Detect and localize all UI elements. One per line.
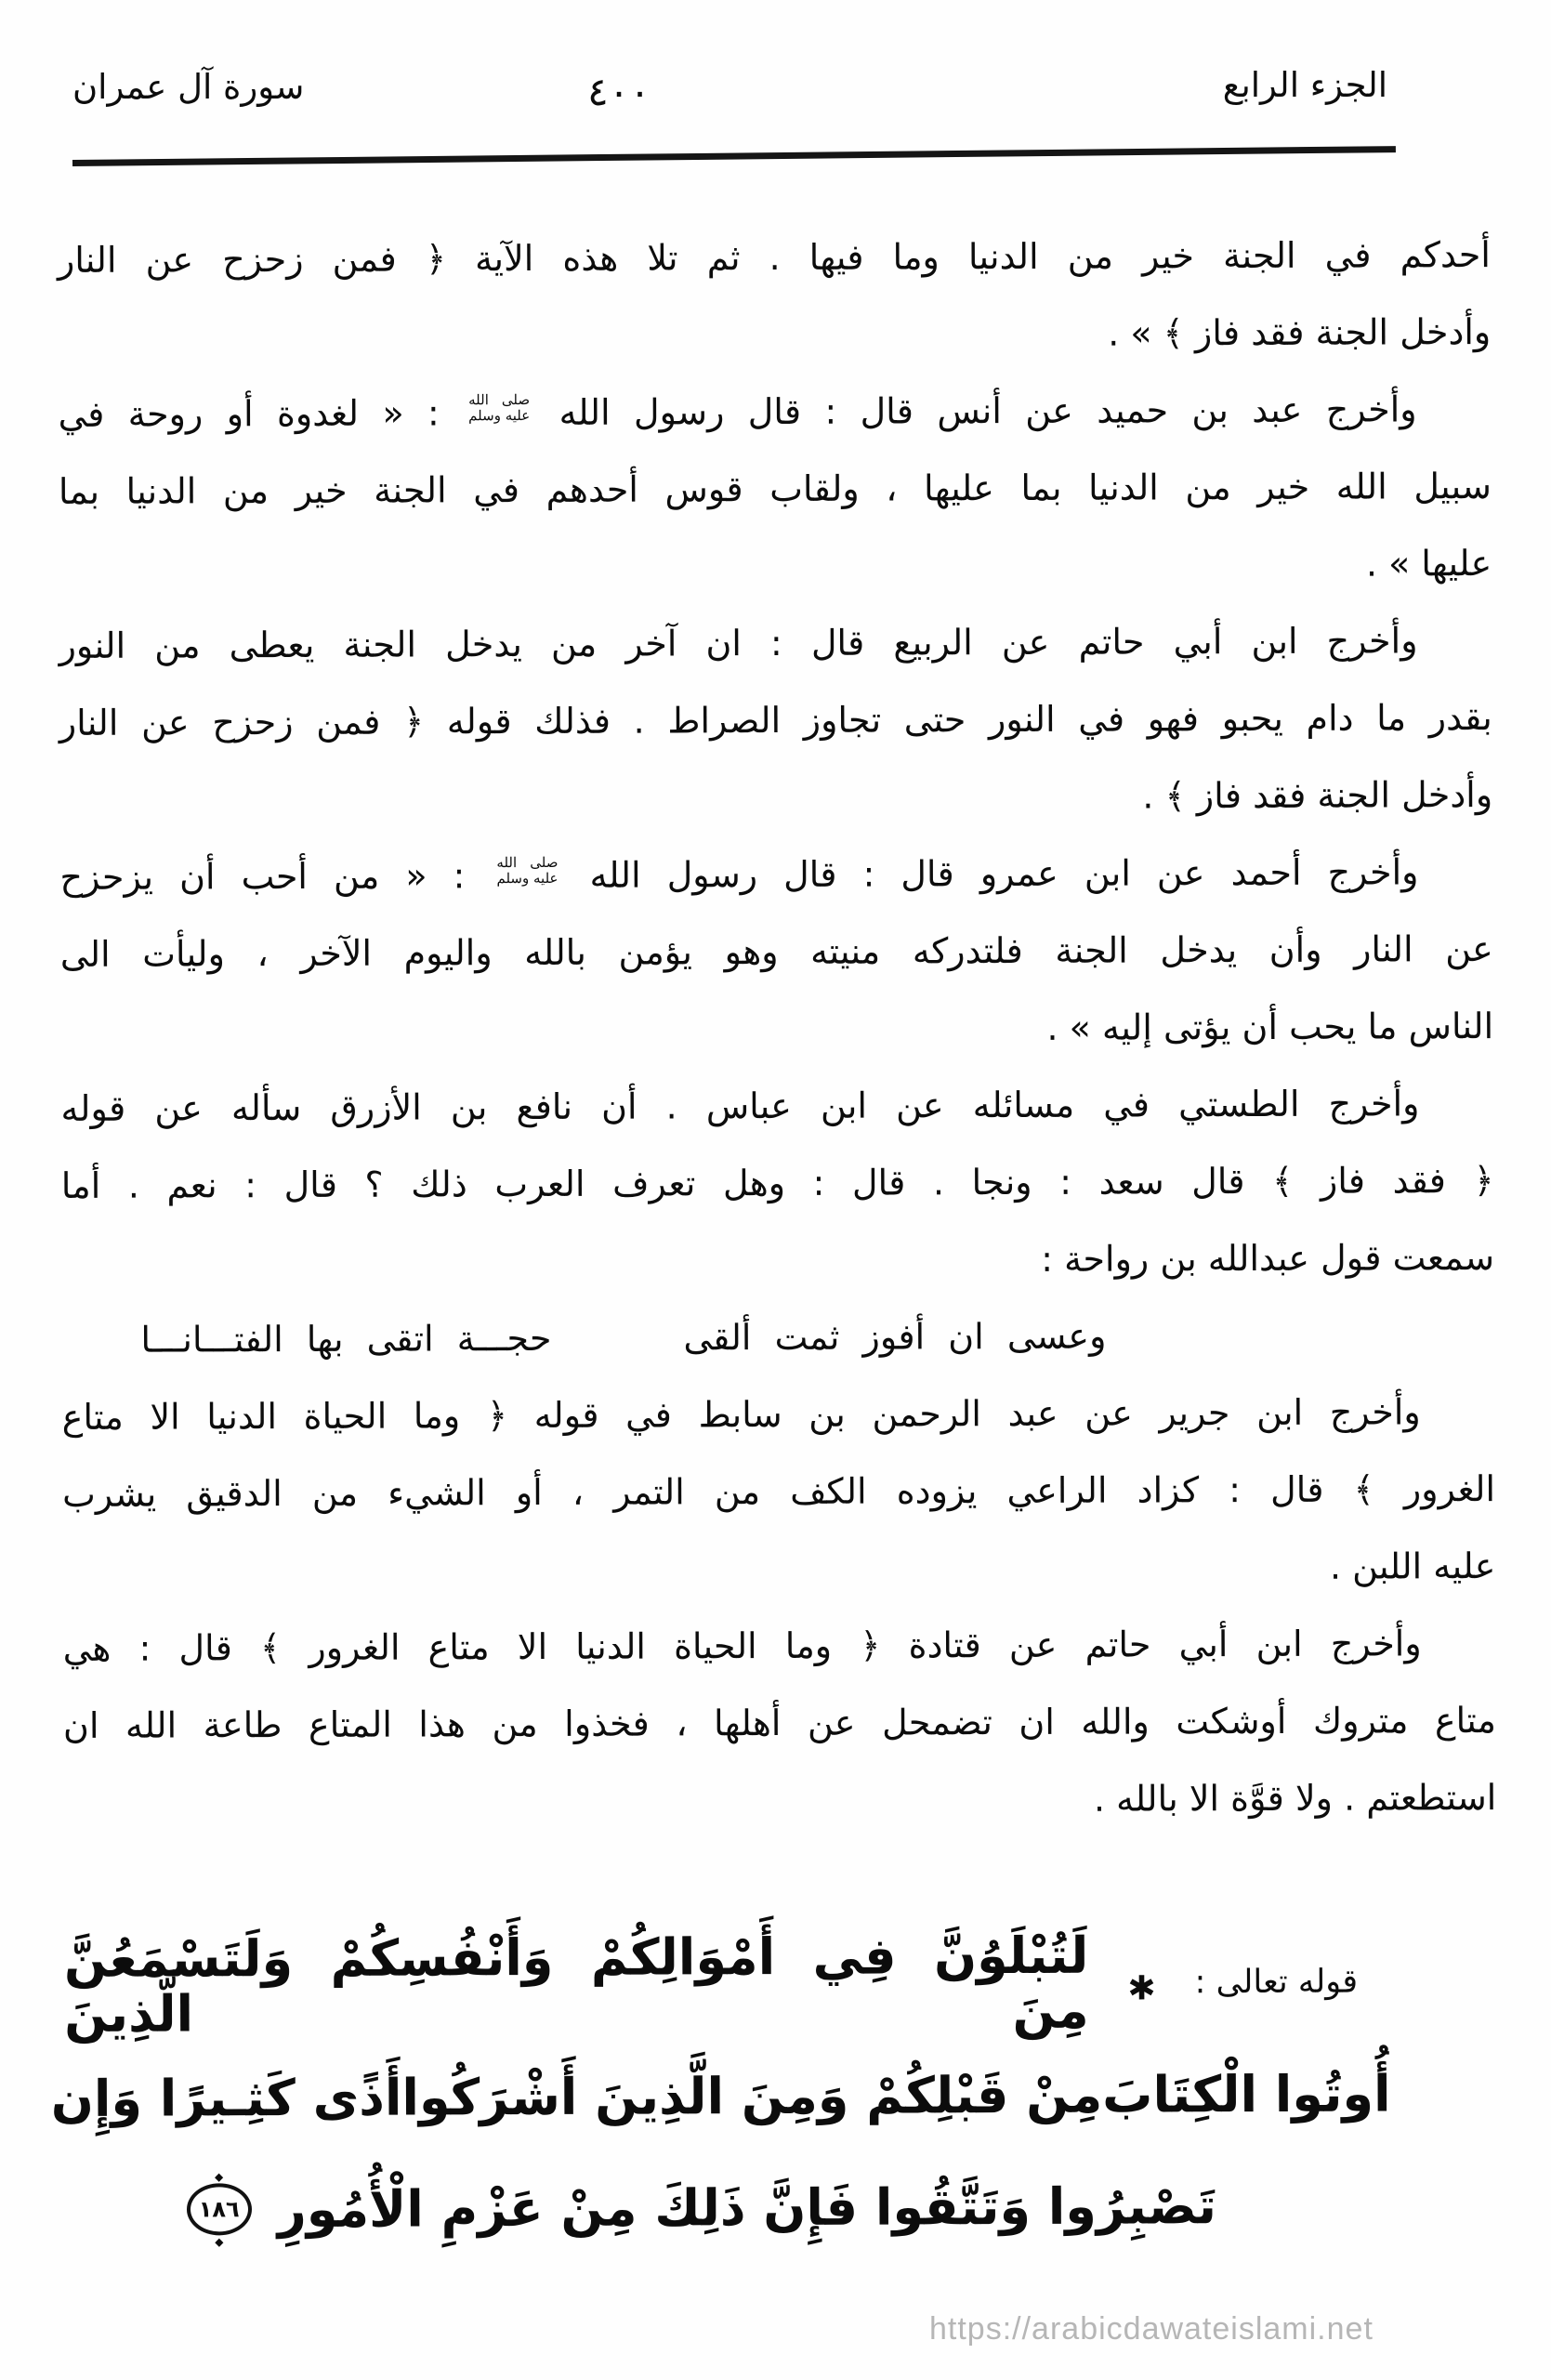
body-line: عن النار وأن يدخل الجنة فلتدركه منيته وهو يؤمن بالله واليوم الآخر ، وليأت الى: [59, 928, 1493, 975]
quran-verse-text: أَذًى كَثِـيرًا وَإِن: [50, 2068, 402, 2128]
body-line-segment: وأخرج عبد بن حميد عن أنس قال : قال رسول الله: [559, 388, 1417, 433]
header-page-number: ٤٠٠: [587, 69, 651, 114]
body-line: متاع متروك أوشكت والله ان تضمحل عن أهلها ، فخذوا من هذا المتاع طاعة الله ان: [62, 1700, 1497, 1746]
ayah-number: ◆ ١٨٦: [198, 2196, 240, 2223]
quran-line: [50, 2038, 1391, 2152]
body-line: عليه اللبن .: [1329, 1545, 1496, 1587]
header-divider: [72, 146, 1396, 166]
quran-line: [65, 2149, 1216, 2267]
body-line: وأخرج ابن أبي حاتم عن قتادة ﴿ وما الحياة الدنيا الا متاع الغرور ﴾ قال : هي: [62, 1623, 1422, 1669]
quran-verse-text: أُوتُوا الْكِتَابَ: [1102, 2063, 1391, 2124]
prophet-honorific-mark: صلى الله عليه وسلم: [468, 391, 531, 424]
body-line: وأخرج الطستي في مسائله عن ابن عباس . أن نافع بن الأزرق سأله عن قوله: [60, 1083, 1420, 1129]
body-line: أحدكم في الجنة خير من الدنيا وما فيها . ثم تلا هذه الآية ﴿ فمن زحزح عن النار: [57, 234, 1492, 281]
poetry-hemistich-right: وعسى ان أفوز ثمت ألقى: [683, 1315, 1107, 1359]
header-surah-title: سورة آل عمران: [72, 67, 305, 107]
body-line: [58, 371, 1491, 454]
body-line: استطعتم . ولا قوَّة الا بالله .: [1093, 1777, 1497, 1820]
body-line: سمعت قول عبدالله بن رواحة :: [1041, 1237, 1495, 1280]
poetry-hemistich-left: حجـــة اتقى بها الفتـــانـــا: [140, 1317, 552, 1361]
body-line: عليها » .: [1365, 543, 1492, 585]
body-line: [59, 834, 1492, 916]
body-line: وأخرج ابن أبي حاتم عن الربيع قال : ان آخر من يدخل الجنة يعطى من النور: [59, 620, 1418, 666]
body-line: الغرور ﴾ قال : كزاد الراعي يزوده الكف من التمر ، أو الشيء من الدقيق يشرب: [61, 1468, 1496, 1515]
prophet-honorific-mark: صلى الله عليه وسلم: [496, 853, 559, 887]
watermark-url: https://arabicdawateislami.net: [929, 2311, 1374, 2347]
poetry-verse: [140, 1298, 1106, 1379]
body-line: وأدخل الجنة فقد فاز ﴾ » .: [1108, 311, 1492, 354]
quran-citation-block: [50, 1925, 1498, 2267]
body-line: ﴿ فقد فاز ﴾ قال سعد : ونجا . قال : وهل تعرف العرب ذلك ؟ قال : نعم . أما: [60, 1160, 1494, 1206]
star-separator-icon: ✱: [1127, 1968, 1156, 2008]
ayah-number-medallion: [187, 2183, 252, 2235]
quran-verse-text: مِنْ قَبْلِكُمْ وَمِنَ الَّذِينَ أَشْرَكُوا: [401, 2065, 1103, 2127]
body-line: الناس ما يحب أن يؤتى إليه » .: [1046, 1006, 1494, 1048]
body-line-segment: وأخرج أحمد عن ابن عمرو قال : قال رسول الله: [589, 851, 1419, 896]
quran-intro-label: قوله تعالى :: [1194, 1963, 1359, 2002]
body-line: بقدر ما دام يحبو فهو في النور حتى تجاوز الصراط . فذلك قوله ﴿ فمن زحزح عن النار: [59, 697, 1492, 743]
body-line: وأخرج ابن جرير عن عبد الرحمن بن سابط في قوله ﴿ وما الحياة الدنيا الا متاع: [61, 1391, 1421, 1438]
quran-line: [64, 1925, 1497, 2044]
body-line: سبيل الله خير من الدنيا بما عليها ، ولقاب قوس أحدهم في الجنة خير من الدنيا بما: [58, 466, 1492, 512]
body-line: وأدخل الجنة فقد فاز ﴾ .: [1142, 774, 1493, 817]
body-line-segment: : « لغدوة أو روحة في: [58, 392, 440, 435]
quran-verse-text: تَصْبِرُوا وَتَتَّقُوا فَإِنَّ ذَلِكَ مِنْ عَزْمِ الْأُمُورِ: [277, 2176, 1217, 2239]
header-volume: الجزء الرابع: [1222, 65, 1387, 105]
body-line-segment: : « من أحب أن يزحزح: [59, 855, 466, 898]
quran-verse-text: لَتُبْلَوُنَّ فِي أَمْوَالِكُمْ وَأَنْفُسِكُمْ وَلَتَسْمَعُنَّ مِنَ الَّذِينَ: [63, 1926, 1089, 2044]
page-body: [50, 217, 1498, 2267]
